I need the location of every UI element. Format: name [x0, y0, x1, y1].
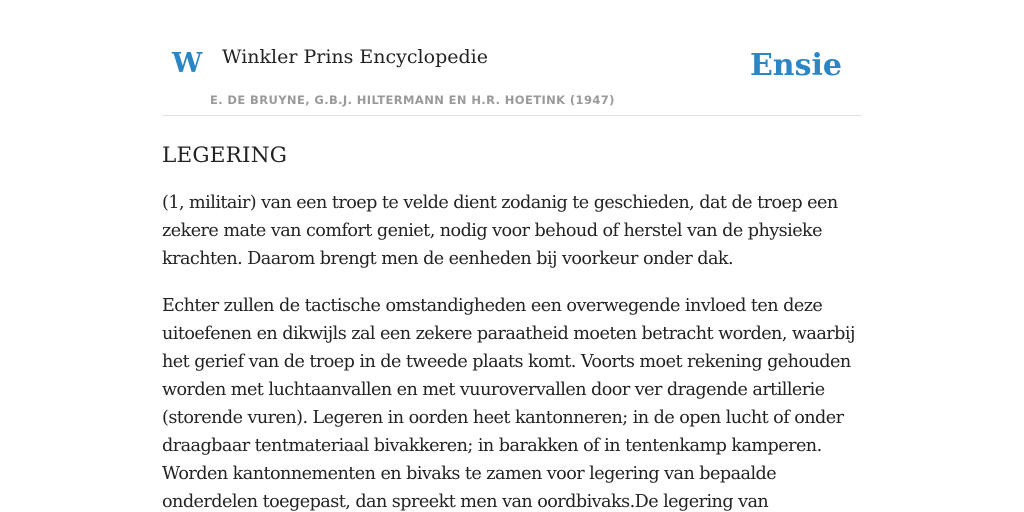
winkler-prins-logo[interactable]: W: [172, 48, 203, 79]
encyclopedia-authors: E. DE BRUYNE, G.B.J. HILTERMANN EN H.R. HOETINK (1947): [210, 93, 615, 107]
site-header: [162, 0, 862, 116]
ensie-logo-link[interactable]: Ensie: [749, 48, 842, 83]
encyclopedia-title: Winkler Prins Encyclopedie: [222, 46, 488, 68]
entry-title: LEGERING: [162, 143, 288, 168]
entry-paragraph: (1, militair) van een troep te velde dient zodanig te geschieden, dat de troep een zekere mate van comfort geniet, nodig voor behoud of herstel van de physieke krachten. Daarom brengt men de eenheden bij voorkeur onder dak.: [162, 192, 838, 269]
content-column: [162, 0, 862, 512]
entry-body: [162, 189, 862, 512]
entry-paragraph: Echter zullen de tactische omstandigheden een overwegende invloed ten deze uitoefenen en dikwijls zal een zekere paraatheid moeten betracht worden, waarbij het gerief van de troep in de tweede plaats komt. Voorts moet rekening gehouden worden met luchtaanvallen en met vuurovervallen door ver dragende artillerie (storende vuren). Legeren in oorden heet kantonneren; in de open lucht of onder draagbaar tentmateriaal bivakkeren; in barakken of in tentenkamp kamperen. Worden kantonnementen en bivaks te zamen voor legering van bepaalde onderdelen toegepast, dan spreekt men van oordbivaks.De legering van: [162, 295, 855, 512]
